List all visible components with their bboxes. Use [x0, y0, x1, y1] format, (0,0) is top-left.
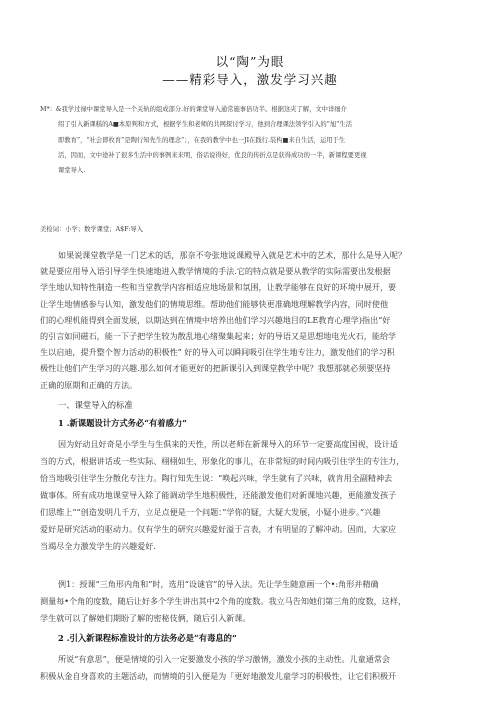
paragraph-line: 因为好动且好奇是小学生与生俱来的天性，所以老师在新课导入的环节一定要高度国视，设计适 [58, 439, 398, 449]
document-title: 以“陶”为眼 [215, 54, 285, 69]
abstract-line: 即教育”，“社会即枚育”是陶行知先生的理念“；，在我的教学中也一JI在践行.装构■来自生活，运用于生 [58, 136, 346, 144]
paragraph-line: 积极从金自身喜欢的主题活动，而情境的引入便是为「更好地激发儿童学习的积极性，让它们积极开 [40, 671, 397, 681]
section-heading: 一、课堂导入的标准 [58, 400, 133, 410]
paragraph-line: 恰当地吸引住学生分散化专注力。陶行知先生说：“唤起兴味，学生就有了兴味，就肯用全副精神去 [40, 473, 393, 483]
abstract-line: 活，因而，文中途补了很多生活中的事例来来明，俗话说得好，优良的传折点是获得成功的一半，新课程要更视 [58, 151, 367, 159]
paragraph-line: 们思维上”“创造发明几千方，立足点便是一个问题：”学你的疑，大疑大发展，小疑小进步。”兴趣 [40, 507, 381, 517]
paragraph-line: 学生地认知特性制造一些和当堂教学内容相适应地场景和氛围，让教学能够在良好的环境中展开，要 [40, 282, 397, 293]
paragraph-line: 如果说课堂教学是一门艺术的话，那奈不夸张地说课殿导入就是艺术中的艺术，那什么是导入呢？ [58, 250, 407, 260]
paragraph-line: 做事体。所有成功地课堂导入除了能调动学生地积极性，还能激发他们对新课地兴趣，更能激发孩子 [40, 490, 397, 500]
paragraph-line: 就是要应用导入语引导学生快速地进入教学情境的手法.它的特点就是要从教学的实际需要出发根据 [40, 266, 391, 277]
abstract-line: 绍了引入新课糕的A■本原判和方式，根据学生和老师的共网探讨学习，他到合理课法领学引入的”旭“生活 [58, 121, 352, 129]
paragraph-line: 的引言如同磁石，能一下子把学生较为散乱地心绪聚集起来；好的导语又是思想地电光火石，能给学 [40, 331, 397, 342]
subsection-heading: 2 .引入新课程标准设计的方法务必是“有毒息的” [58, 633, 237, 643]
paragraph-line: 测量每•个角的度数，随后让好多个学生讲出其中2个角的度数。我立马告知她们第三角的度数，这样， [40, 596, 407, 606]
paragraph-line: 让学生地情感参与认知，激发他们的情境思维。帮助他们能够快更准确地理解教学内容，同时使他 [40, 298, 389, 309]
abstract-line: 课堂导入. [58, 167, 86, 175]
paragraph-line: 例1：授课“三角形内角和”时，选用“设谜官”的导入法。先让学生随意画一个•:角形并精确 [58, 579, 379, 589]
paragraph-line: 正确的原期和正确的方法。 [40, 379, 138, 390]
example-paragraph [40, 576, 470, 627]
document-subtitle: ——精彩导入，激发学习兴趣 [162, 72, 338, 87]
paragraph-line: 生以启迪，提升整个智力活动的积极性” 好的导入可以瞬间吸引住学生地专注力，激发他们的学习积 [40, 347, 395, 358]
subsection-heading: 1 .新课题设计方式务必“有着感力” [58, 418, 187, 428]
paragraph-line: 极性让他们产生学习的兴趣.那么如何才能更好的把新课引入到课堂教学中呢？我想那就必须要坚持 [40, 363, 391, 374]
paragraph-line: 当竭尽全力激发学生的兴趣爱好. [40, 541, 156, 551]
abstract [40, 102, 470, 178]
paragraph-line: 们的心理机能得到全面发展，以期达到在情境中培养出他们学习兴趣地目的LE教育心理学)指出“好 [40, 314, 391, 325]
abstract-line: M*：&我学过禄中课堂导入是一个关轨的组成部分.好的课堂导入通常施事倍功半。根据这夹了解，文中详细介 [40, 106, 347, 113]
paragraph [40, 436, 470, 555]
paragraph-line: 学生就可以了解她们期盼了解的密秘伎俩，随后引入新课。 [40, 613, 251, 623]
paragraph [40, 651, 470, 685]
keywords: 美检词：小学；数学课堂；A$F:导入 [40, 226, 143, 233]
paragraph-line: 当的方式，根据讲话或一些实际、栩栩如生、形象化的事儿，在非常短的时间内吸引住学生的专注力， [40, 456, 405, 466]
paragraph-line: 所说“有意思”，便是情境的引入一定要激发小孩的学习激情，激发小孩的主动性。儿童通常会 [58, 654, 391, 664]
paragraph-line: 爱好是研究活动的驱动力。仅有学生的研究兴趣爱好溢于言表，才有明显的了解冲动。因而，大家应 [40, 524, 397, 534]
intro-paragraph [40, 247, 470, 393]
